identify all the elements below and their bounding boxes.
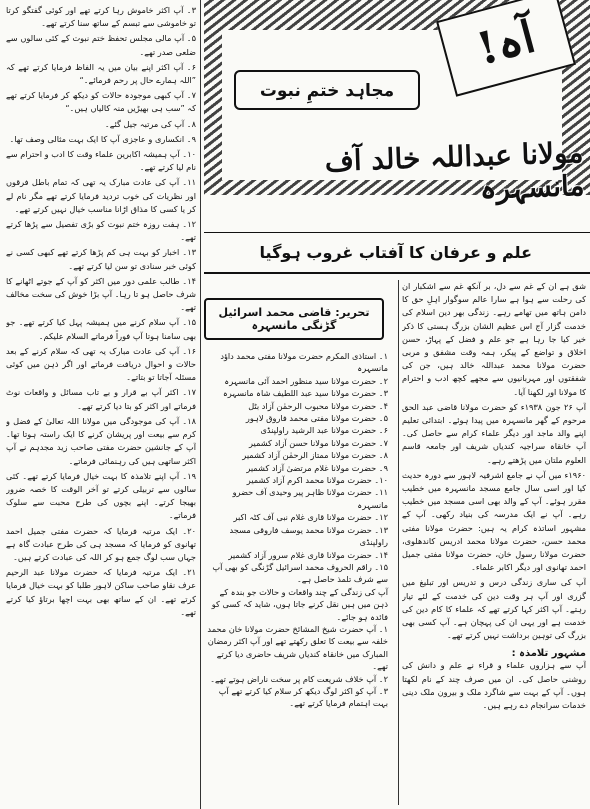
paragraph: ۶۔ آپ اکثر اپنے بیان میں یہ الفاظ فرمایا کرتے تھے کہ ”اللہ ہمارے حال پر رحم فرمائے۔“ — [6, 61, 196, 86]
list-item: ۱۔ استاذی المکرم حضرت مولانا مفتی محمد داؤد مانسہرہ — [220, 351, 388, 374]
paragraph: ۹۔ انکساری و عاجزی آپ کا ایک بہت مثالی وصف تھا۔ — [9, 133, 196, 144]
article-title: مولانا عبداللہ خالد آف مانسہرہ — [324, 135, 586, 206]
list-item: ۱۱۔ حضرت مولانا ظاہر پیر وحیدی آف حضرو مانسہرہ — [232, 487, 388, 510]
paragraph: ۲۰۔ ایک مرتبہ فرمایا کہ حضرت مفتی جمیل احمد تھانوی کو فرمایا کہ مسجد ہی کی طرح عبادت گاہ ہے جہاں سب لوگ جمع ہو کر اللہ کی عبادت کرتے ہیں۔ — [6, 525, 196, 562]
bio-column — [402, 280, 586, 805]
section-badge: مجاہد ختمِ نبوت — [234, 70, 420, 110]
paragraph: ۲۱۔ ایک مرتبہ فرمایا کہ حضرت مولانا عبد الرحیم عرف نقاو صاحب ساکن لاہور طلبا کو بہت خیال فرمایا کرتے تھے۔ ان کے ساتھ بھی بہت اچھا برتاؤ کیا کرتے تھے۔ — [6, 567, 196, 617]
list-item: ۳۔ حضرت مولانا سید عبد اللطیف شاہ مانسہرہ — [222, 388, 388, 399]
article-subtitle: علم و عرفان کا آفتاب غروب ہوگیا — [204, 232, 590, 274]
column-divider — [200, 0, 201, 809]
paragraph: آپ سے ہزاروں علماء و قراء نے علم و دانش کی روشنی حاصل کی۔ ان میں صرف چند کے نام لکھتا ہوں۔ آپ کے بہت سے شاگرد ملک و بیرون ملک دینی خدمات سرانجام دے رہے ہیں۔ — [402, 660, 586, 711]
paragraph: ۱۶۔ آپ کی عادت مبارک یہ تھی کہ سلام کرنے کے بعد حالات و احوال دریافت فرماتے اور اگر ذہن میں کوئی مسئلہ آجاتا تو بتاتے۔ — [6, 345, 196, 383]
list-item: ۲۔ آپ خلاف شریعت کام پر سخت ناراض ہوتے تھے۔ — [210, 673, 388, 684]
list-item: ۸۔ حضرت مولانا ممتاز الرحمٰن آزاد کشمیر — [242, 450, 388, 461]
list-item: ۱۔ آپ حضرت شیخ المشائخ حضرت مولانا خان محمد خلفہ سے بیعت کا تعلق رکھتے تھے اور آپ اکثر رمضان المبارک میں خانقاہ کندیاں شریف حاضری دیا کرتے تھے۔ — [207, 623, 388, 672]
list-column — [204, 280, 394, 805]
paragraph: ۱۸۔ آپ کی موجودگی میں مولانا اللہ تعالیٰ کے فضل و کرم سے بیعت اور پریشان کرنے کا ایک راستہ ہوتا تھا۔ آپ کے جانشین حضرت مفتی صاحب زید مجدہم نے آپ اکثر ساتھی ہیں کی رہنمائی فرماتے۔ — [6, 415, 196, 466]
paragraph: ۳۔ آپ اکثر خاموش رہا کرتے تھے اور کوئی گفتگو کرتا تو خاموشی سے تبسم کے ساتھ سنا کرتے تھے۔ — [6, 5, 196, 29]
author-byline: تحریر: قاضی محمد اسرائیل گڑنگی مانسہرہ — [204, 298, 384, 340]
paragraph: آپ ۲۶ جون ۱۹۳۸ء کو حضرت مولانا قاضی عبد الحق مرحوم کے گھر مانسہرہ میں پیدا ہوئے۔ ابتدائی تعلیم اپنے والد ماجد اور دیگر علماء کرام سے حاصل کی۔ آپ خانقاہ سراجیہ کندیاں شریف اور جامعہ قاسم العلوم ملتان میں پڑھتے رہے۔ — [402, 401, 586, 465]
list-item: ۱۴۔ حضرت مولانا قاری غلام سرور آزاد کشمیر — [228, 549, 388, 560]
article-header — [204, 0, 590, 262]
list-item: ۱۰۔ حضرت مولانا محمد اکرم آزاد کشمیر — [246, 475, 388, 486]
list-item: ۵۔ حضرت مولانا مفتی محمد فاروق لاہور — [245, 413, 388, 424]
paragraph: آپ کی ساری زندگی درس و تدریس اور تبلیغ میں گزری اور آپ ہر وقت دین کی خدمت کے لئے تیار رہتے۔ آپ اکثر کہا کرتے تھے کہ علماء کا کام دین کی خدمت ہے اور یہی ان کی پہچان ہے۔ آپ کسی بھی بزرگ کی توہین برداشت نہیں کرتے تھے۔ — [402, 577, 586, 641]
list-item: ۷۔ حضرت مولانا مولانا حسن آزاد کشمیر — [249, 437, 388, 448]
students-list — [204, 350, 394, 710]
paragraph: ۱۹۔ آپ اپنے تلامذہ کا بہت خیال فرمایا کرتے تھے۔ کئی سالوں سے تربیلی کرتے تو آخر الوقت کا خصہ ضرور بھیجا کرتے۔ اپنے بچوں کی طرح محبت سے سلوک فرماتے۔ — [6, 470, 196, 521]
left-text-column — [6, 4, 196, 804]
paragraph: ۷۔ آپ کبھی موجودہ حالات کو دیکھ کر فرمایا کرتے تھے کہ ”سب ہی بھیڑیں منہ کالیاں ہیں۔“ — [6, 90, 196, 114]
list-item: ۱۳۔ حضرت مولانا محمد یوسف فاروقی مسجد راولپنڈی — [229, 524, 388, 548]
list-item: ۹۔ حضرت مولانا غلام مرتضیٰ آزاد کشمیر — [246, 462, 388, 473]
column-divider — [398, 280, 399, 805]
list-item: آپ کی زندگی کے چند واقعات و حالات جو بندہ کے ذہن میں ہیں نقل کرنے جاتا ہوں، شاید کہ کسی کو فائدہ ہو جائے۔ — [211, 586, 388, 622]
students-heading: مشہور تلامذہ : — [511, 648, 586, 660]
paragraph: ۱۲۔ ہفت روزہ ختم نبوت کو بڑی تفصیل سے پڑھا کرتے تھے۔ — [6, 219, 196, 243]
list-item: ۲۔ حضرت مولانا سید منظور احمد آئی مانسہرہ — [224, 375, 388, 386]
paragraph: ۸۔ آپ کی مرتبہ جیل گئے۔ — [104, 118, 196, 129]
list-item: ۴۔ حضرت مولانا محبوب الرحمٰن آزاد بٹل — [248, 400, 388, 411]
list-item: ۱۲۔ حضرت مولانا قاری غلام نبی آف کٹہ اکبر — [233, 512, 388, 523]
paragraph: ۱۷۔ اکثر آپ بے قرار و بے تاب مسائل و واقعات نوٹ فرماتے اور اکثر کو بتا دیا کرتے تھے۔ — [6, 387, 196, 411]
list-item: ۱۵۔ راقم الحروف محمد اسرائیل گڑنگی کو بھی آپ سے شرف تلمذ حاصل ہے۔ — [212, 561, 388, 585]
paragraph: ۱۹۶۰ء میں آپ نے جامع اشرفیہ لاہور سے دورہ حدیث کیا اور اسی سال جامع مسجد مانسہرہ میں خطیب مقرر ہوئے۔ آپ کے والد بھی اسی مسجد میں خطیب رہے۔ آپ نے ایک مدرسہ کی بنیاد رکھی۔ آپ کے مشہور اساتذہ کرام یہ ہیں: حضرت مولانا مفتی محمد حسن، حضرت مولانا محمد ادریس کاندھلوی، حضرت مولانا رسول خان، حضرت مولانا مفتی جمیل احمد تھانوی اور دیگر اکابر علماء۔ — [402, 469, 586, 573]
paragraph: ۱۴۔ طالب علمی دور میں اکثر کو آپ کے جوتے اٹھانے کا شرف حاصل ہو تا رہا۔ آپ بڑا خوش کی سخت مخالف تھے۔ — [6, 275, 196, 313]
paragraph: ۱۰۔ آپ ہمیشہ اکابرین علماء وقت کا ادب و احترام سے نام لیا کرتے تھے۔ — [6, 149, 196, 173]
paragraph: شق ہے ان کے غم سے دل، بر آنکھ غم سے اشکبار ان کی رحلت سے ہوا ہے سارا عالم سوگوار اہلِ حق کا دامن ہاتھ میں تھامے رہے۔ زندگی بھر دین اسلام کی خدمت گزار آج اس عظیم الشان بزرگ ہستی کا ذکر خیر کیا جا رہا ہے جو علم و فضل کے پہاڑ، حسن اخلاق و تواضع کے پیکر، ہمہ وقت مشفق و مربی حضرت مولانا محمد عبداللہ خالد ہیں، جن کی شفقتوں اور مہربانیوں سے مجھے کچھ ادب و احترام کا مولانا اور لکھنا آیا۔ — [402, 281, 586, 397]
exclamation-stamp: آہ! — [436, 0, 576, 97]
paragraph: ۱۵۔ آپ سلام کرنے میں ہمیشہ پہل کیا کرتے تھے۔ جو بھی سامنا ہوتا آپ فوراً فرماتے السلام علیکم۔ — [6, 317, 196, 341]
paragraph: ۵۔ آپ مالی مجلس تحفظ ختم نبوت کے کئی سالوں سے ضلعی صدر تھے۔ — [6, 33, 196, 57]
paragraph: ۱۳۔ اخبار کو بہت ہی کم پڑھا کرتے تھے کبھی کسی نے کوئی خبر سنادی تو سن لیا کرتے تھے۔ — [6, 247, 196, 271]
paragraph: ۱۱۔ آپ کی عادت مبارک یہ تھی کہ تمام باطل فرقوں اور نظریات کی خوب تردید فرمایا کرتے تھے مگر نام لے کر یا کسی کا مذاق اڑانا مناسب خیال نہیں کرتے تھے۔ — [6, 177, 196, 214]
list-item: ۶۔ حضرت مولانا عبد الرشید راولپنڈی — [260, 425, 388, 436]
list-item: ۳۔ آپ کو اکثر لوگ دیکھ کر سلام کیا کرتے تھے آپ بہت اہتمام فرمایا کرتے تھے۔ — [218, 685, 388, 709]
